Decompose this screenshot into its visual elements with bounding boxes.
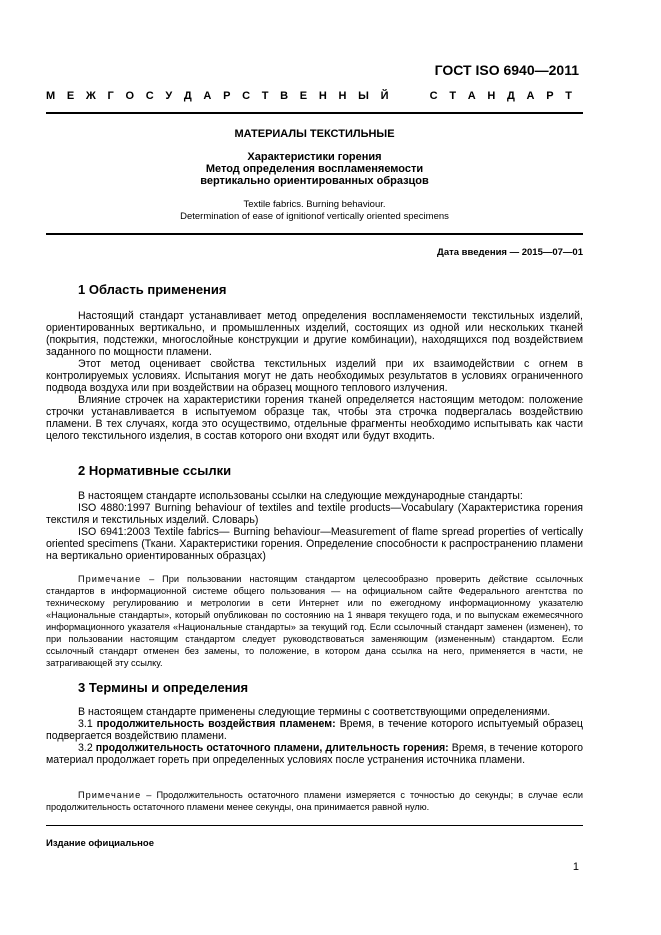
banner-letter: Р (223, 90, 231, 102)
banner-letter: Ы (358, 90, 369, 102)
term-3-2 (46, 742, 583, 766)
subtitle-line-3: вертикально ориентированных образцов (200, 175, 429, 187)
section-3-heading: 3 Термины и определения (78, 680, 249, 695)
interstate-standard-banner (46, 90, 572, 102)
banner-letter: У (165, 90, 173, 102)
title-subtitle (46, 151, 583, 187)
subtitle-line-1: Характеристики горения (247, 151, 382, 163)
banner-letter (415, 90, 418, 102)
banner-letter: Т (565, 90, 572, 102)
banner-letter: Н (338, 90, 347, 102)
note-label: Примечание (78, 574, 142, 584)
banner-letter: Н (487, 90, 496, 102)
section-1-heading: 1 Область применения (78, 282, 227, 297)
section-1-body (46, 310, 583, 442)
term-name: продолжительность остаточного пламени, длительность горения: (95, 742, 449, 754)
term-number: 3.1 (78, 718, 97, 730)
section-3-body (46, 706, 583, 766)
note-text: – При пользовании настоящим стандартом целесообразно проверить действие ссылочных стандартов в информационной системе общего пользования — на официальном сайте Федерального агентства по техническому регулированию и метрологии в сети Интернет или по ежегодному информационному указателю «Национальные стандарты», который опубликован по состоянию на 1 января текущего года, и по выпускам ежемесячного информационного указателя «Национальные стандарты» за текущий год. Если ссылочный стандарт заменен (изменен), то при пользовании настоящим стандартом следует руководствоваться заменяющим (измененным) стандартом. Если ссылочный стандарт отменен без замены, то положение, в котором дана ссылка на него, применяется в части, не затрагивающей эту ссылку. (46, 574, 583, 668)
banner-letter: С (145, 90, 154, 102)
banner-letter: А (526, 90, 535, 102)
banner-letter: О (125, 90, 135, 102)
term-name: продолжительность воздействия пламенем: (96, 718, 336, 730)
banner-letter: Д (507, 90, 515, 102)
banner-letter: Е (66, 90, 75, 102)
section-3-paragraph-1: В настоящем стандарте применены следующие термины с соответствующими определениями. (78, 706, 551, 718)
banner-letter: Т (449, 90, 457, 102)
introduction-date: Дата введения — 2015—07—01 (437, 247, 583, 258)
banner-letter: Ж (85, 90, 96, 102)
term-number: 3.2 (78, 742, 96, 754)
banner-letter: Г (107, 90, 114, 102)
banner-letter: Д (183, 90, 192, 102)
banner-letter: Р (546, 90, 554, 102)
section-1-paragraph-2: Этот метод оценивает свойства текстильных изделий при их взаимодействии с огнем в контролируемых условиях. Испытания могут не дать необходимых результатов в условиях ограниченного подвода воздуха или при воздействии на образец мощного теплового излучения. (46, 358, 583, 394)
title-main: МАТЕРИАЛЫ ТЕКСТИЛЬНЫЕ (234, 128, 395, 140)
section-2-reference-iso-6941: ISO 6941:2003 Textile fabrics— Burning behaviour—Measurement of flame spread properties of vertically oriented specimens (Ткани. Характеристики горения. Определение способности к распространению пламени на вертикально ориентированных образцах) (46, 526, 583, 562)
official-edition-label: Издание официальное (46, 838, 154, 849)
banner-letter: А (203, 90, 212, 102)
note-label: Примечание (78, 790, 142, 800)
banner-letter: В (280, 90, 289, 102)
title-english (46, 199, 583, 223)
section-2-body (46, 490, 583, 562)
term-definition: Время, в течение которого материал продолжает гореть при определенных условиях после устранения источника пламени. (46, 742, 583, 766)
section-2-reference-iso-4880: ISO 4880:1997 Burning behaviour of textiles and textile products—Vocabulary (Характеристика горения текстиля и текстильных изделий. Словарь) (46, 502, 583, 526)
section-2-heading: 2 Нормативные ссылки (78, 463, 232, 478)
english-title-line-1: Textile fabrics. Burning behaviour. (243, 199, 386, 210)
term-definition: Время, в течение которого испытуемый образец подвергается воздействию пламени. (46, 718, 583, 742)
term-3-1 (46, 718, 583, 742)
header-rule-bottom (46, 233, 583, 235)
banner-letter: Е (299, 90, 308, 102)
section-3-note (46, 789, 583, 813)
subtitle-line-2: Метод определения воспламеняемости (205, 163, 424, 175)
banner-letter: М (46, 90, 56, 102)
page-number: 1 (572, 861, 579, 873)
footer-rule (46, 825, 583, 826)
section-1-paragraph-3: Влияние строчек на характеристики горения тканей определяется настоящим методом: положение строчки устанавливается в испытуемом образце так, чтобы эта строчка подвергалась воздействию пламени. В тех случаях, когда это осуществимо, отдельные фрагменты необходимо испытывать как части целого текстильного изделия, в состав которого они входят или будут входить. (46, 394, 583, 442)
banner-letter: Н (318, 90, 327, 102)
banner-letter: Й (380, 90, 389, 102)
banner-letter (400, 90, 403, 102)
note-text: – Продолжительность остаточного пламени измеряется с точностью до секунды; в случае если продолжительность остаточного пламени менее секунды, она принимается равной нулю. (46, 790, 583, 812)
document-code: ГОСТ ISO 6940—2011 (434, 62, 579, 78)
english-title-line-2: Determination of ease of ignitionof vertically oriented specimens (180, 211, 449, 222)
banner-letter: А (467, 90, 476, 102)
banner-letter: Т (261, 90, 269, 102)
section-2-paragraph-1: В настоящем стандарте использованы ссылки на следующие международные стандарты: (78, 490, 523, 502)
banner-letter: С (429, 90, 438, 102)
banner-letter: С (242, 90, 251, 102)
header-rule-top (46, 112, 583, 114)
section-2-note (46, 573, 583, 669)
section-1-paragraph-1: Настоящий стандарт устанавливает метод определения воспламеняемости текстильных изделий, ориентированных вертикально, и промышленных изделий, состоящих из одной или нескольких тканей (покрытия, подстежки, многослойные конструкции и другие комбинации), находящихся под воздействием заданного по мощности пламени. (46, 310, 583, 358)
